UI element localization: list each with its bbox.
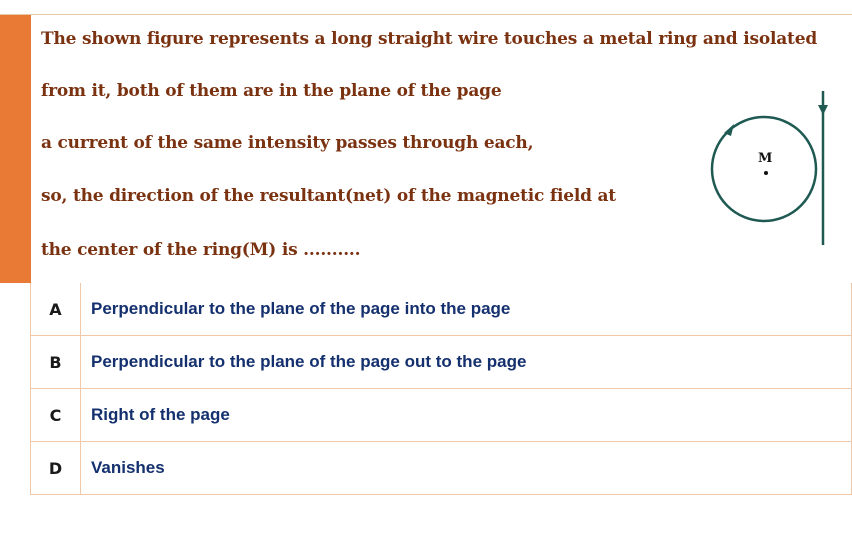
question-line-4: so, the direction of the resultant(net) of the magnetic field at bbox=[41, 186, 616, 206]
option-text: Perpendicular to the plane of the page out to the page bbox=[81, 336, 852, 389]
accent-bar bbox=[0, 15, 31, 283]
question-block bbox=[0, 14, 852, 283]
option-letter: B bbox=[31, 336, 81, 389]
option-row-a[interactable] bbox=[31, 283, 852, 336]
option-row-c[interactable] bbox=[31, 389, 852, 442]
option-letter: C bbox=[31, 389, 81, 442]
option-text: Right of the page bbox=[81, 389, 852, 442]
question-line-1: The shown figure represents a long straight wire touches a metal ring and isolated bbox=[41, 29, 818, 49]
option-letter: D bbox=[31, 442, 81, 495]
question-line-5: the center of the ring(M) is .......... bbox=[41, 240, 361, 260]
option-letter: A bbox=[31, 283, 81, 336]
center-label: M bbox=[758, 151, 773, 166]
option-text: Vanishes bbox=[81, 442, 852, 495]
wire-ring-figure bbox=[710, 75, 840, 245]
question-line-2: from it, both of them are in the plane of the page bbox=[41, 81, 502, 101]
wire-current-arrow-icon bbox=[818, 105, 828, 115]
option-row-b[interactable] bbox=[31, 336, 852, 389]
option-row-d[interactable] bbox=[31, 442, 852, 495]
option-text: Perpendicular to the plane of the page into the page bbox=[81, 283, 852, 336]
center-point bbox=[764, 171, 768, 175]
question-line-3: a current of the same intensity passes through each, bbox=[41, 133, 534, 153]
options-table bbox=[30, 283, 852, 495]
